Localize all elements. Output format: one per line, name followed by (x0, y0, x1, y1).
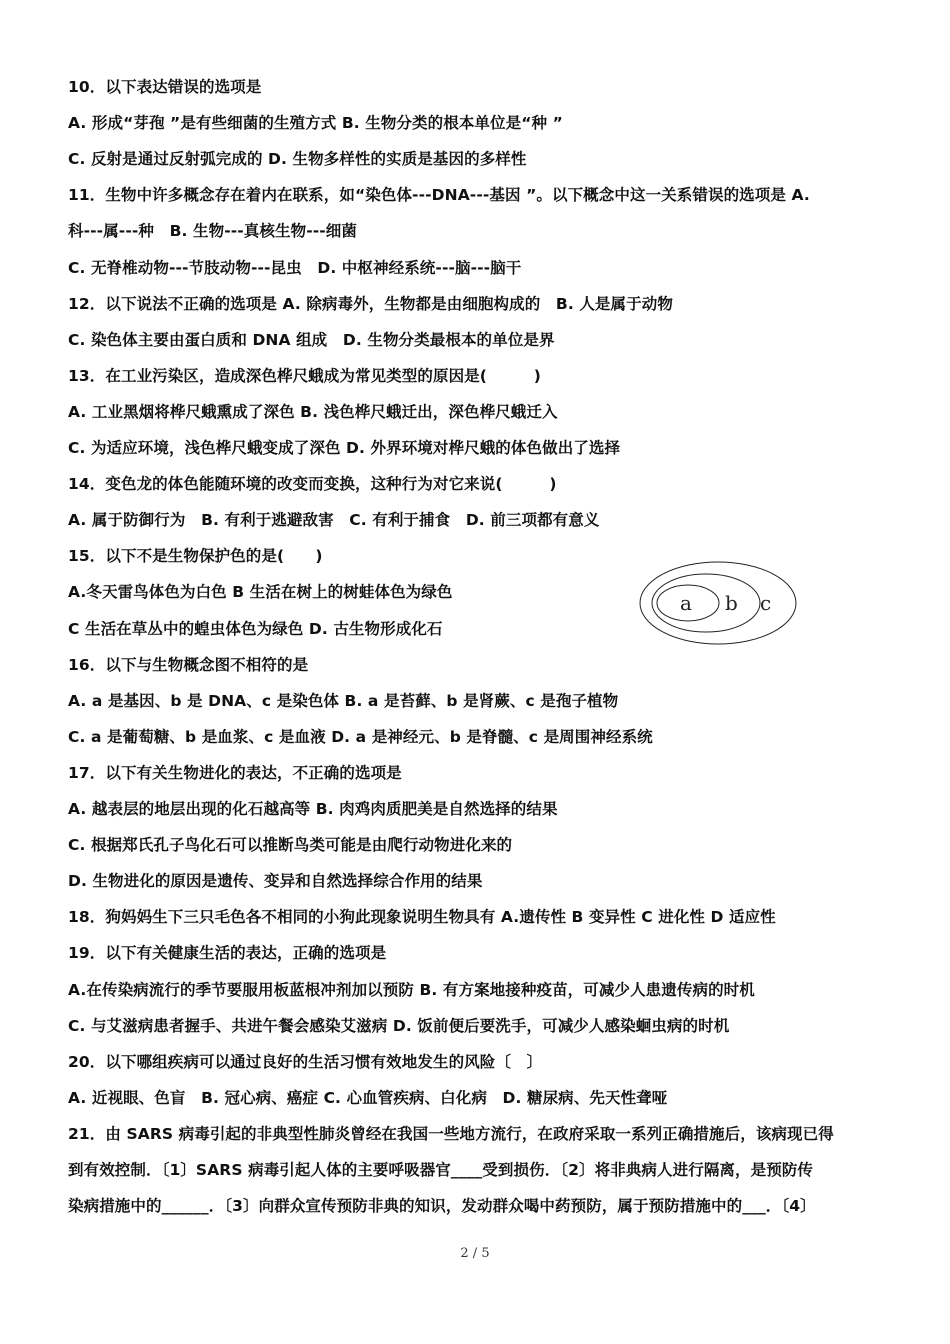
text-line: 11．生物中许多概念存在着内在联系，如“染色体---DNA---基因 ”。以下概念中这一关系错误的选项是 A. (68, 186, 810, 205)
text-line: C. a 是葡萄糖、b 是血浆、c 是血液 D. a 是神经元、b 是脊髓、c 是周围神经系统 (68, 727, 653, 746)
text-line: A.冬天雷鸟体色为白色 B 生活在树上的树蛙体色为绿色 (68, 583, 453, 602)
text-line: 16．以下与生物概念图不相符的是 (68, 655, 309, 674)
text-line: 到有效控制．〔1〕SARS 病毒引起人体的主要呼吸器官____受到损伤．〔2〕将非典病人进行隔离，是预防传 (68, 1161, 814, 1179)
text-line: C. 反射是通过反射弧完成的 D. 生物多样性的实质是基因的多样性 (68, 150, 527, 169)
diagram-label-c: c (760, 591, 772, 615)
text-line: A. 工业黑烟将桦尺蛾熏成了深色 B. 浅色桦尺蛾迁出，深色桦尺蛾迁入 (68, 402, 558, 421)
text-line: A. 属于防御行为 B. 有利于逃避敌害 C. 有利于捕食 D. 前三项都有意义 (68, 511, 600, 530)
diagram-label-a: a (680, 591, 692, 615)
text-line: D. 生物进化的原因是遗传、变异和自然选择综合作用的结果 (68, 872, 483, 891)
text-line: 18．狗妈妈生下三只毛色各不相同的小狗此现象说明生物具有 A.遗传性 B 变异性 C 进化性 D 适应性 (68, 908, 776, 927)
text-line: 20．以下哪组疾病可以通过良好的生活习惯有效地发生的风险〔 〕 (68, 1052, 543, 1071)
text-line: 13．在工业污染区，造成深色桦尺蛾成为常见类型的原因是( ) (68, 366, 541, 385)
text-line: C. 与艾滋病患者握手、共进午餐会感染艾滋病 D. 饭前便后要洗手，可减少人感染蛔虫病的时机 (68, 1016, 730, 1035)
text-line: C. 为适应环境，浅色桦尺蛾变成了深色 D. 外界环境对桦尺蛾的体色做出了选择 (68, 439, 621, 457)
concept-diagram (638, 560, 798, 646)
diagram-label-b: b (725, 591, 738, 615)
text-line: 10．以下表达错误的选项是 (68, 78, 262, 96)
text-line: 染病措施中的______．〔3〕向群众宣传预防非典的知识，发动群众喝中药预防，属于预防措施中的___．〔4〕 (68, 1197, 816, 1216)
text-line: C. 根据郑氏孔子鸟化石可以推断鸟类可能是由爬行动物进化来的 (68, 836, 513, 855)
text-line: A. 近视眼、色盲 B. 冠心病、癌症 C. 心血管疾病、白化病 D. 糖尿病、先天性聋哑 (68, 1088, 668, 1107)
text-line: A. 越表层的地层出现的化石越高等 B. 肉鸡肉质肥美是自然选择的结果 (68, 800, 558, 818)
text-line: 19．以下有关健康生活的表达，正确的选项是 (68, 944, 387, 963)
text-line: A.在传染病流行的季节要服用板蓝根冲剂加以预防 B. 有方案地接种疫苗，可减少人患遗传病的时机 (68, 980, 755, 999)
text-line: C 生活在草丛中的蝗虫体色为绿色 D. 古生物形成化石 (68, 619, 443, 638)
text-line: 12．以下说法不正确的选项是 A. 除病毒外，生物都是由细胞构成的 B. 人是属于动物 (68, 294, 673, 313)
text-line: 科---属---种 B. 生物---真核生物---细菌 (68, 222, 357, 241)
page-number: 2 / 5 (460, 1246, 490, 1261)
text-line: 17．以下有关生物进化的表达，不正确的选项是 (68, 763, 402, 782)
text-line: 15．以下不是生物保护色的是( ) (68, 547, 323, 566)
text-line: C. 无脊椎动物---节肢动物---昆虫 D. 中枢神经系统---脑---脑干 (68, 258, 522, 277)
text-line: A. 形成“芽孢 ”是有些细菌的生殖方式 B. 生物分类的根本单位是“种 ” (68, 114, 563, 133)
text-line: 21．由 SARS 病毒引起的非典型性肺炎曾经在我国一些地方流行，在政府采取一系列正确措施后，该病现已得 (68, 1124, 834, 1143)
text-line: A. a 是基因、b 是 DNA、c 是染色体 B. a 是苔藓、b 是肾蕨、c 是孢子植物 (68, 691, 619, 710)
diagram-ellipse-b (652, 574, 760, 632)
text-line: 14．变色龙的体色能随环境的改变而变换，这种行为对它来说( ) (68, 475, 557, 494)
text-line: C. 染色体主要由蛋白质和 DNA 组成 D. 生物分类最根本的单位是界 (68, 330, 555, 349)
